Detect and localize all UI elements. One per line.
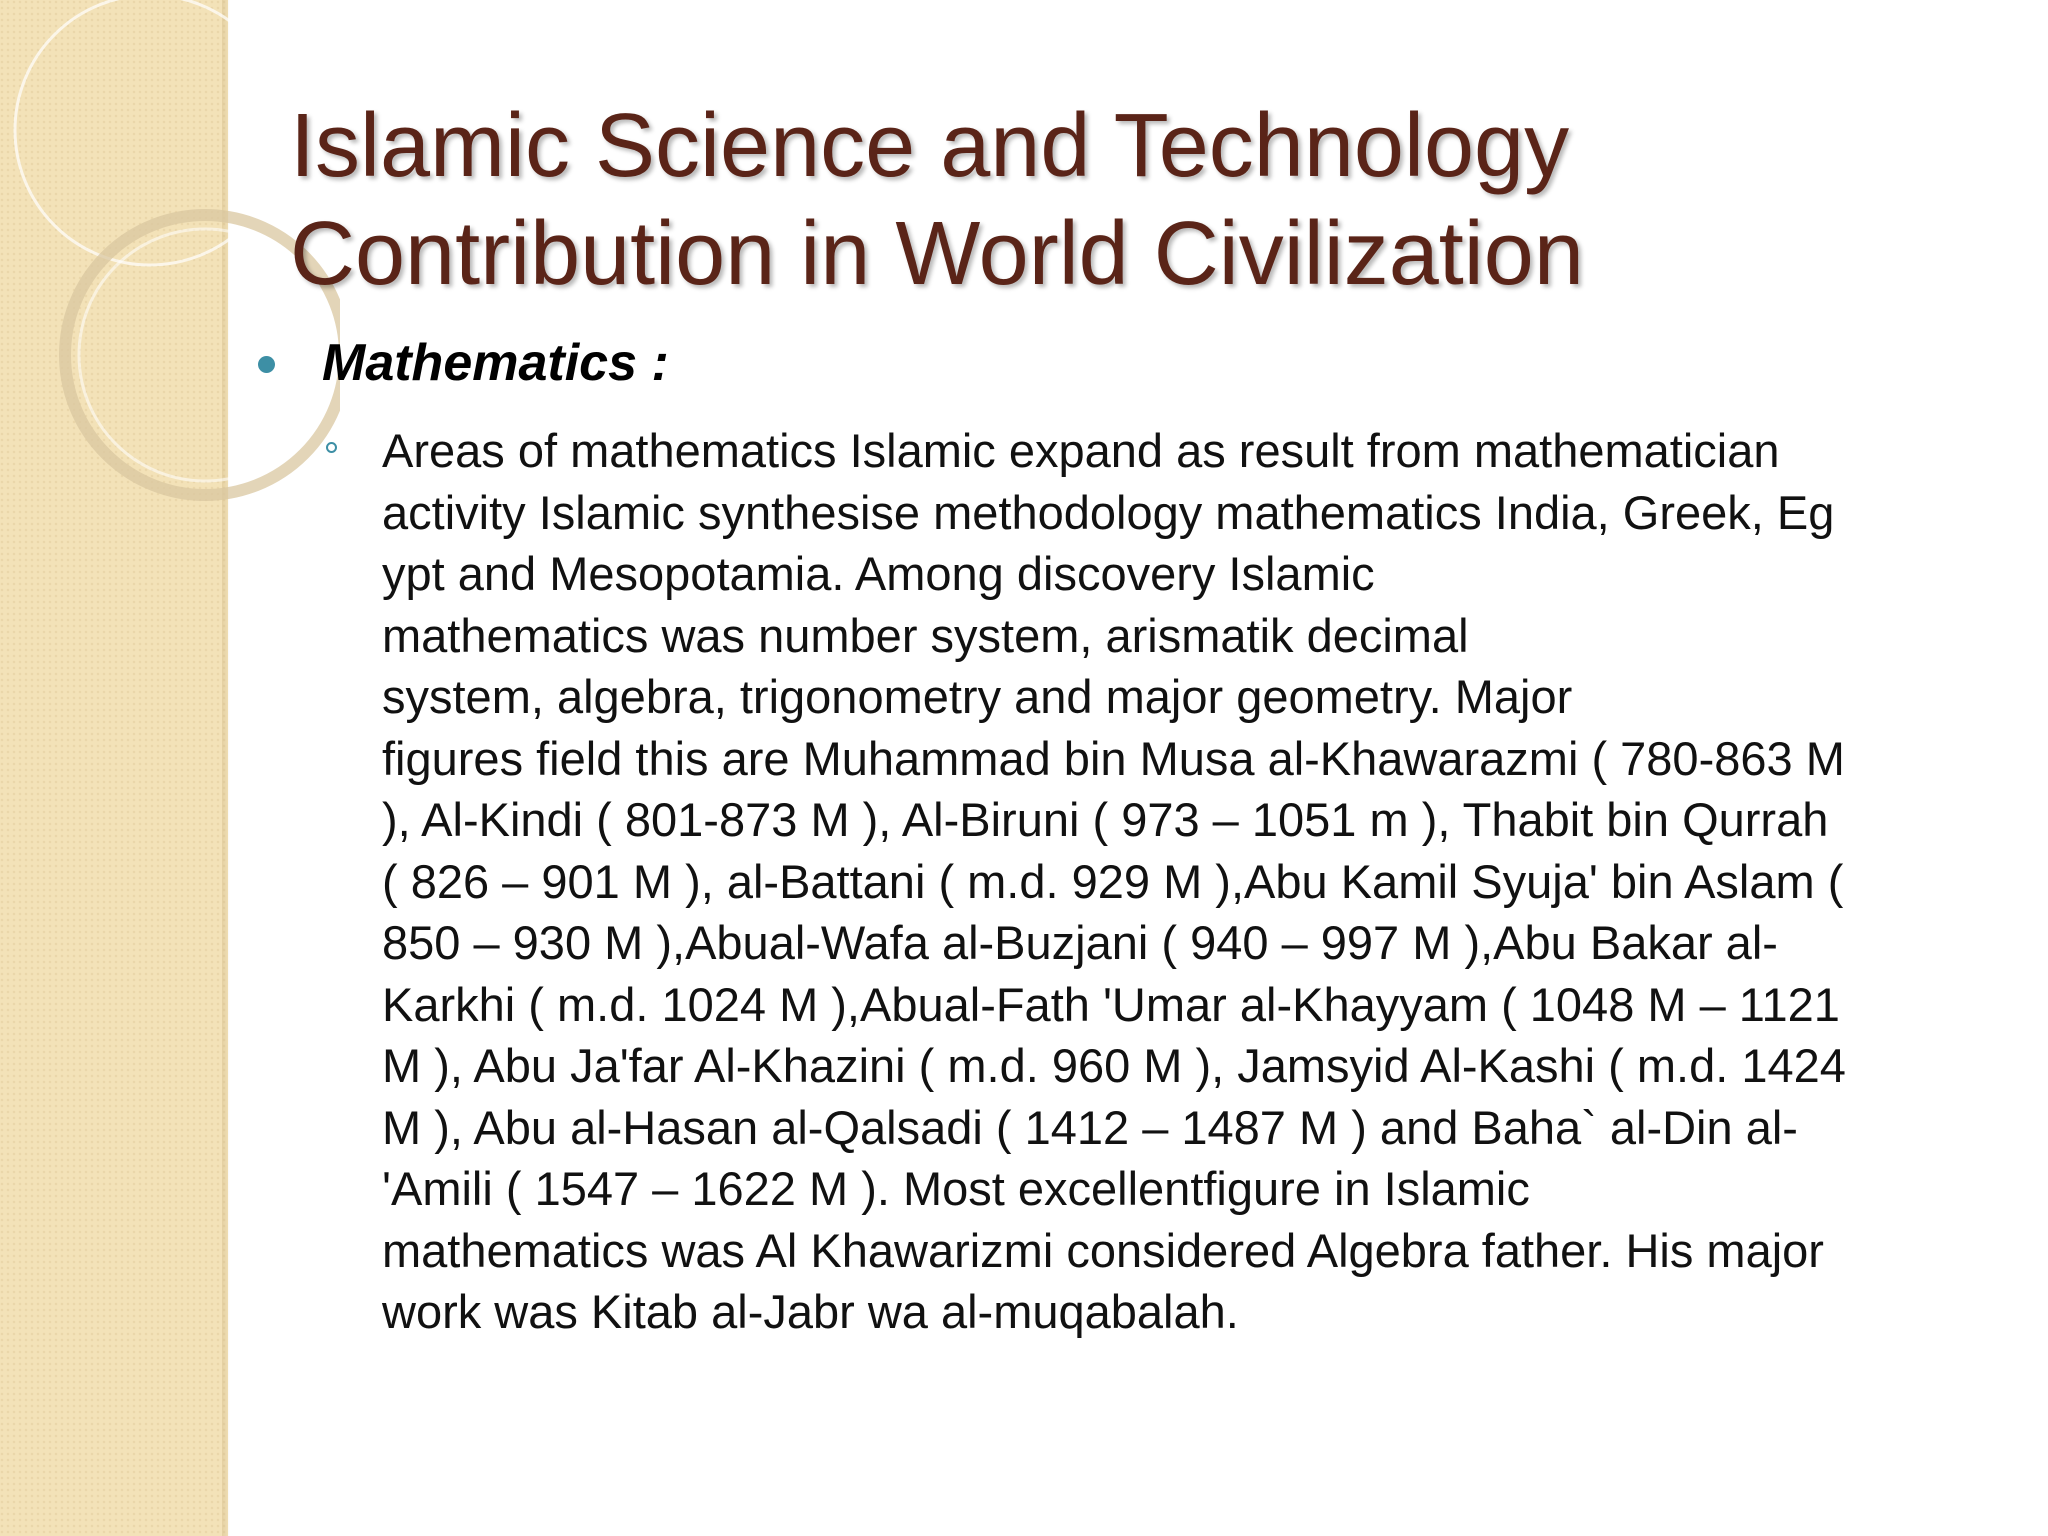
hollow-circle-bullet-icon: [326, 442, 337, 453]
title-line-1: Islamic Science and Technology: [290, 96, 1570, 196]
paragraph-line: work was Kitab al-Jabr wa al-muqabalah.: [382, 1285, 1239, 1338]
paragraph-line: M ), Abu Ja'far Al-Khazini ( m.d. 960 M ), Jamsyid Al-Kashi ( m.d. 1424: [382, 1039, 1846, 1092]
paragraph-line: Karkhi ( m.d. 1024 M ),Abual-Fath 'Umar al-Khayyam ( 1048 M – 1121: [382, 977, 1840, 1031]
paragraph-line: 'Amili ( 1547 – 1622 M ). Most excellentfigure in Islamic: [382, 1162, 1530, 1215]
paragraph-line: 850 – 930 M ),Abual-Wafa al-Buzjani ( 940 – 997 M ),Abu Bakar al-: [382, 916, 1778, 969]
paragraph-line: system, algebra, trigonometry and major geometry. Major: [382, 670, 1573, 723]
body-paragraph: [382, 420, 1982, 1343]
slide-title: [290, 92, 1990, 308]
paragraph-line: mathematics was Al Khawarizmi considered Algebra father. His major: [382, 1223, 1824, 1277]
paragraph-line: ), Al-Kindi ( 801-873 M ), Al-Biruni ( 973 – 1051 m ), Thabit bin Qurrah: [382, 793, 1829, 846]
side-decorative-band: [0, 0, 228, 1536]
paragraph-line: M ), Abu al-Hasan al-Qalsadi ( 1412 – 1487 M ) and Baha` al-Din al-: [382, 1100, 1798, 1154]
paragraph-line: ypt and Mesopotamia. Among discovery Islamic: [382, 547, 1375, 600]
paragraph-line: mathematics was number system, arismatik decimal: [382, 608, 1469, 662]
title-line-2: Contribution in World Civilization: [290, 204, 1584, 304]
paragraph-line: activity Islamic synthesise methodology mathematics India, Greek, Eg: [382, 485, 1835, 539]
side-band-edge: [222, 0, 230, 1536]
paragraph-line: Areas of mathematics Islamic expand as result from mathematician: [382, 424, 1780, 477]
filled-circle-bullet-icon: [258, 356, 275, 373]
section-heading: Mathematics :: [322, 334, 669, 392]
paragraph-line: figures field this are Muhammad bin Musa al-Khawarazmi ( 780-863 M: [382, 731, 1845, 785]
paragraph-line: ( 826 – 901 M ), al-Battani ( m.d. 929 M ),Abu Kamil Syuja' bin Aslam (: [382, 854, 1844, 908]
